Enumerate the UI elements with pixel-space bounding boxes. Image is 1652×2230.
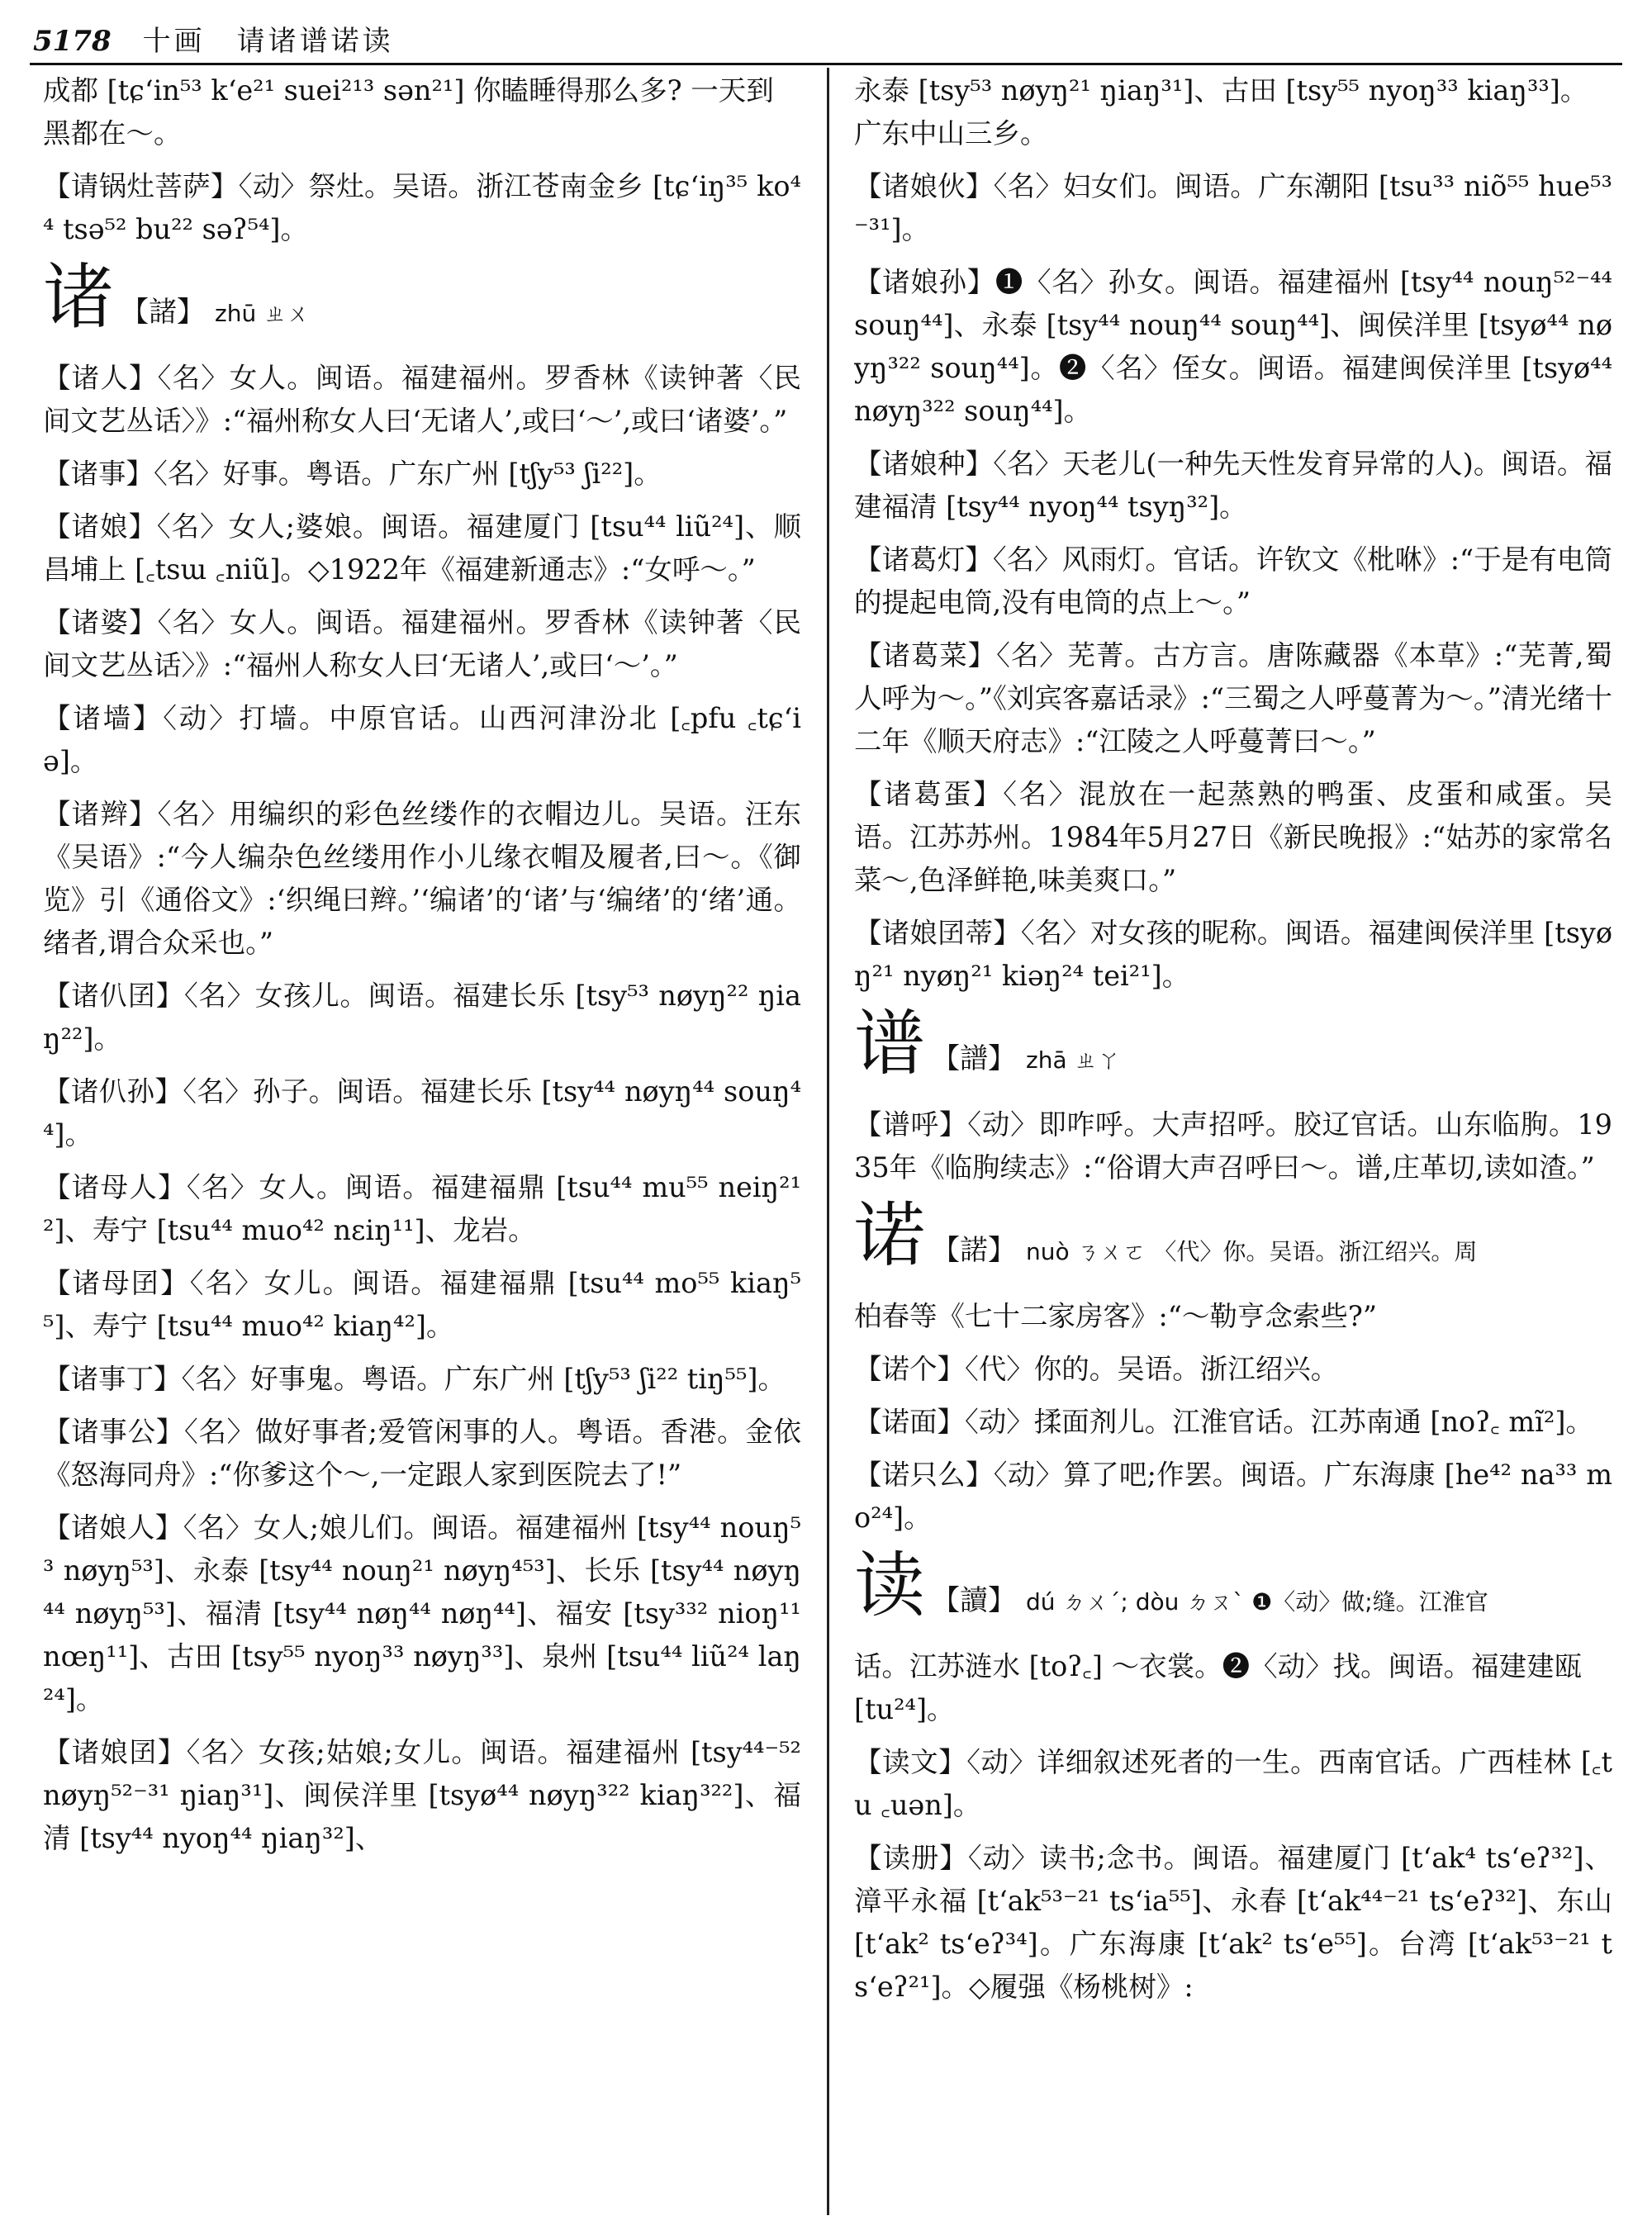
entry: 【诸婆】〈名〉女人。闽语。福建福州。罗香林《读钟著〈民间文艺丛话〉》:“福州人称女人曰‘无诸人’,或曰‘～’。” (43, 606, 801, 681)
entry: 【诸事公】〈名〉做好事者;爱管闲事的人。粤语。香港。金依《怒海同舟》:“你爹这个～,一定跟人家到医院去了!” (43, 1416, 801, 1491)
headword-pinyin: dú ㄉㄨˊ; dòu ㄉㄡˋ ❶〈动〉做;缝。江淮官 (1026, 1588, 1488, 1616)
left-column (43, 69, 801, 2217)
entry: 【诸娘种】〈名〉天老儿(一种先天性发育异常的人)。闽语。福建福清 [tsy⁴⁴ nyoŋ⁴⁴ tsyŋ³²]。 (854, 448, 1612, 523)
headword-char: 谱 (854, 1003, 925, 1085)
page-header (33, 18, 394, 64)
entry: 【诸仈孙】〈名〉孙子。闽语。福建长乐 [tsy⁴⁴ nøyŋ⁴⁴ souŋ⁴⁴]。 (43, 1075, 801, 1151)
headword-traditional: 【諸】 (121, 296, 205, 329)
column-divider (827, 68, 829, 2215)
entry: 【读文】〈动〉详细叙述死者的一生。西南官话。广西桂林 [꜀tu ꜀uən]。 (854, 1746, 1612, 1821)
entry: 【诸葛灯】〈名〉风雨灯。官话。许钦文《枇咻》:“于是有电筒的提起电筒,没有电筒的点上～。” (854, 543, 1612, 619)
entry-continuation: 话。江苏涟水 [toʔ꜀] ～衣裳。❷〈动〉找。闽语。福建建瓯 [tu²⁴]。 (854, 1650, 1583, 1725)
entry: 【诺面】〈动〉揉面剂儿。江淮官话。江苏南通 [noʔ꜀ mĩ²]。 (854, 1406, 1593, 1438)
header-characters: 请诸谱诺读 (236, 25, 394, 58)
headword-traditional: 【諾】 (932, 1234, 1016, 1267)
headword-char: 读 (854, 1544, 925, 1627)
entry: 【读册】〈动〉读书;念书。闽语。福建厦门 [t‘ak⁴ ts‘eʔ³²]、漳平永福 [t‘ak⁵³⁻²¹ ts‘ia⁵⁵]、永春 [t‘ak⁴⁴⁻²¹ ts‘eʔ³²]、东山 [t‘ak² ts‘eʔ³⁴]。广东海康 [t‘ak² ts‘e⁵⁵]。台湾 [t‘ak⁵³⁻²¹ ts‘eʔ²¹]。◇履强《杨桃树》: (854, 1842, 1612, 2003)
entry: 【谱呼】〈动〉即咋呼。大声招呼。胶辽官话。山东临朐。1935年《临朐续志》:“俗谓大声召呼曰～。谱,庄革切,读如渣。” (854, 1108, 1612, 1184)
entry-continuation: 柏春等《七十二家房客》:“～勒亨念索些?” (854, 1300, 1377, 1332)
headword-du (854, 1544, 1612, 1639)
entry: 【诸辫】〈名〉用编织的彩色丝缕作的衣帽边儿。吴语。汪东《吴语》:“今人编杂色丝缕用作小儿缘衣帽及履者,曰～。《御览》引《通俗文》:‘织绳曰辫。’‘编诸’的‘诸’与‘编绪’的‘绪’通。绪者,谓合众采也。” (43, 798, 801, 959)
headword-pinyin: zhā ㄓㄚ (1026, 1046, 1121, 1074)
page-number: 5178 (33, 25, 112, 58)
headword-pinyin: nuò ㄋㄨㄛ 〈代〉你。吴语。浙江绍兴。周 (1026, 1238, 1478, 1265)
entry: 【诸娘人】〈名〉女人;娘儿们。闽语。福建福州 [tsy⁴⁴ nouŋ⁵³ nøyŋ⁵³]、永泰 [tsy⁴⁴ nouŋ²¹ nøyŋ⁴⁵³]、长乐 [tsy⁴⁴ nøyŋ⁴⁴ nøyŋ⁵³]、福清 [tsy⁴⁴ nøŋ⁴⁴ nøŋ⁴⁴]、福安 [tsy³³² nioŋ¹¹ nœŋ¹¹]、古田 [tsy⁵⁵ nyoŋ³³ nøyŋ³³]、泉州 [tsu⁴⁴ liũ²⁴ laŋ²⁴]。 (43, 1511, 801, 1715)
entry: 【诸仈囝】〈名〉女孩儿。闽语。福建长乐 [tsy⁵³ nøyŋ²² ŋiaŋ²²]。 (43, 980, 801, 1055)
entry: 【诸事】〈名〉好事。粤语。广东广州 [tʃy⁵³ ʃi²²]。 (43, 458, 662, 490)
right-column (854, 69, 1612, 2217)
entry: 【诸母囝】〈名〉女儿。闽语。福建福鼎 [tsu⁴⁴ mo⁵⁵ kiaŋ⁵⁵]、寿宁 [tsu⁴⁴ muo⁴² kiaŋ⁴²]。 (43, 1267, 801, 1342)
entry: 【请锅灶菩萨】〈动〉祭灶。吴语。浙江苍南金乡 [tɕ‘iŋ³⁵ ko⁴⁴ tsə⁵² bu²² səʔ⁵⁴]。 (43, 170, 801, 245)
entry-continuation: 成都 [tɕ‘in⁵³ k‘e²¹ suei²¹³ sən²¹] 你瞌睡得那么多? 一天到黑都在～。 (43, 74, 774, 149)
headword-char: 诺 (854, 1194, 925, 1277)
headword-pinyin: zhū ㄓㄨ (215, 300, 311, 327)
stroke-section: 十画 (142, 25, 206, 58)
headword-char: 诸 (43, 256, 114, 339)
entry: 【诸人】〈名〉女人。闽语。福建福州。罗香林《读钟著〈民间文艺丛话〉》:“福州称女人曰‘无诸人’,或曰‘～’,或曰‘诸婆’。” (43, 362, 801, 437)
entry: 【诸娘孙】❶〈名〉孙女。闽语。福建福州 [tsy⁴⁴ nouŋ⁵²⁻⁴⁴ souŋ⁴⁴]、永泰 [tsy⁴⁴ nouŋ⁴⁴ souŋ⁴⁴]、闽侯洋里 [tsyø⁴⁴ nøyŋ³²² souŋ⁴⁴]。❷〈名〉侄女。闽语。福建闽侯洋里 [tsyø⁴⁴ nøyŋ³²² souŋ⁴⁴]。 (854, 266, 1612, 427)
entry-continuation: 永泰 [tsy⁵³ nøyŋ²¹ ŋiaŋ³¹]、古田 [tsy⁵⁵ nyoŋ³³ kiaŋ³³]。广东中山三乡。 (854, 74, 1588, 149)
headword-traditional: 【譜】 (932, 1042, 1016, 1075)
headword-traditional: 【讀】 (932, 1584, 1016, 1617)
entry: 【诸娘囝】〈名〉女孩;姑娘;女儿。闽语。福建福州 [tsy⁴⁴⁻⁵² nøyŋ⁵²⁻³¹ ŋiaŋ³¹]、闽侯洋里 [tsyø⁴⁴ nøyŋ³²² kiaŋ³²²]、福清 [tsy⁴⁴ nyoŋ⁴⁴ ŋiaŋ³²]、 (43, 1736, 801, 1854)
header-rule (30, 63, 1622, 65)
entry: 【诸葛蛋】〈名〉混放在一起蒸熟的鸭蛋、皮蛋和咸蛋。吴语。江苏苏州。1984年5月27日《新民晚报》:“姑苏的家常名菜～,色泽鲜艳,味美爽口。” (854, 778, 1612, 896)
headword-zhu (43, 256, 801, 350)
entry: 【诸娘伙】〈名〉妇女们。闽语。广东潮阳 [tsu³³ niõ⁵⁵ hue⁵³⁻³¹]。 (854, 170, 1612, 245)
entry: 【诺个】〈代〉你的。吴语。浙江绍兴。 (854, 1353, 1339, 1385)
entry: 【诺只么】〈动〉算了吧;作罢。闽语。广东海康 [he⁴² na³³ mo²⁴]。 (854, 1459, 1612, 1534)
entry: 【诸事丁】〈名〉好事鬼。粤语。广东广州 [tʃy⁵³ ʃi²² tiŋ⁵⁵]。 (43, 1363, 786, 1395)
entry: 【诸墙】〈动〉打墙。中原官话。山西河津汾北 [꜀pfu ꜀tɕ‘iə]。 (43, 702, 801, 777)
entry: 【诸母人】〈名〉女人。闽语。福建福鼎 [tsu⁴⁴ mu⁵⁵ neiŋ²¹²]、寿宁 [tsu⁴⁴ muo⁴² nɛiŋ¹¹]、龙岩。 (43, 1171, 801, 1246)
entry: 【诸娘】〈名〉女人;婆娘。闽语。福建厦门 [tsu⁴⁴ liũ²⁴]、顺昌埔上 [꜀tsɯ ꜀niũ]。◇1922年《福建新通志》:“女呼～。” (43, 510, 801, 586)
headword-nuo (854, 1194, 1612, 1288)
headword-zha (854, 1003, 1612, 1097)
entry: 【诸娘囝蒂】〈名〉对女孩的昵称。闽语。福建闽侯洋里 [tsyøŋ²¹ nyøŋ²¹ kiəŋ²⁴ tei²¹]。 (854, 917, 1612, 992)
entry: 【诸葛菜】〈名〉芜菁。古方言。唐陈藏器《本草》:“芜菁,蜀人呼为～。”《刘宾客嘉话录》:“三蜀之人呼蔓菁为～。”清光绪十二年《顺天府志》:“江陵之人呼蔓菁曰～。” (854, 639, 1612, 757)
